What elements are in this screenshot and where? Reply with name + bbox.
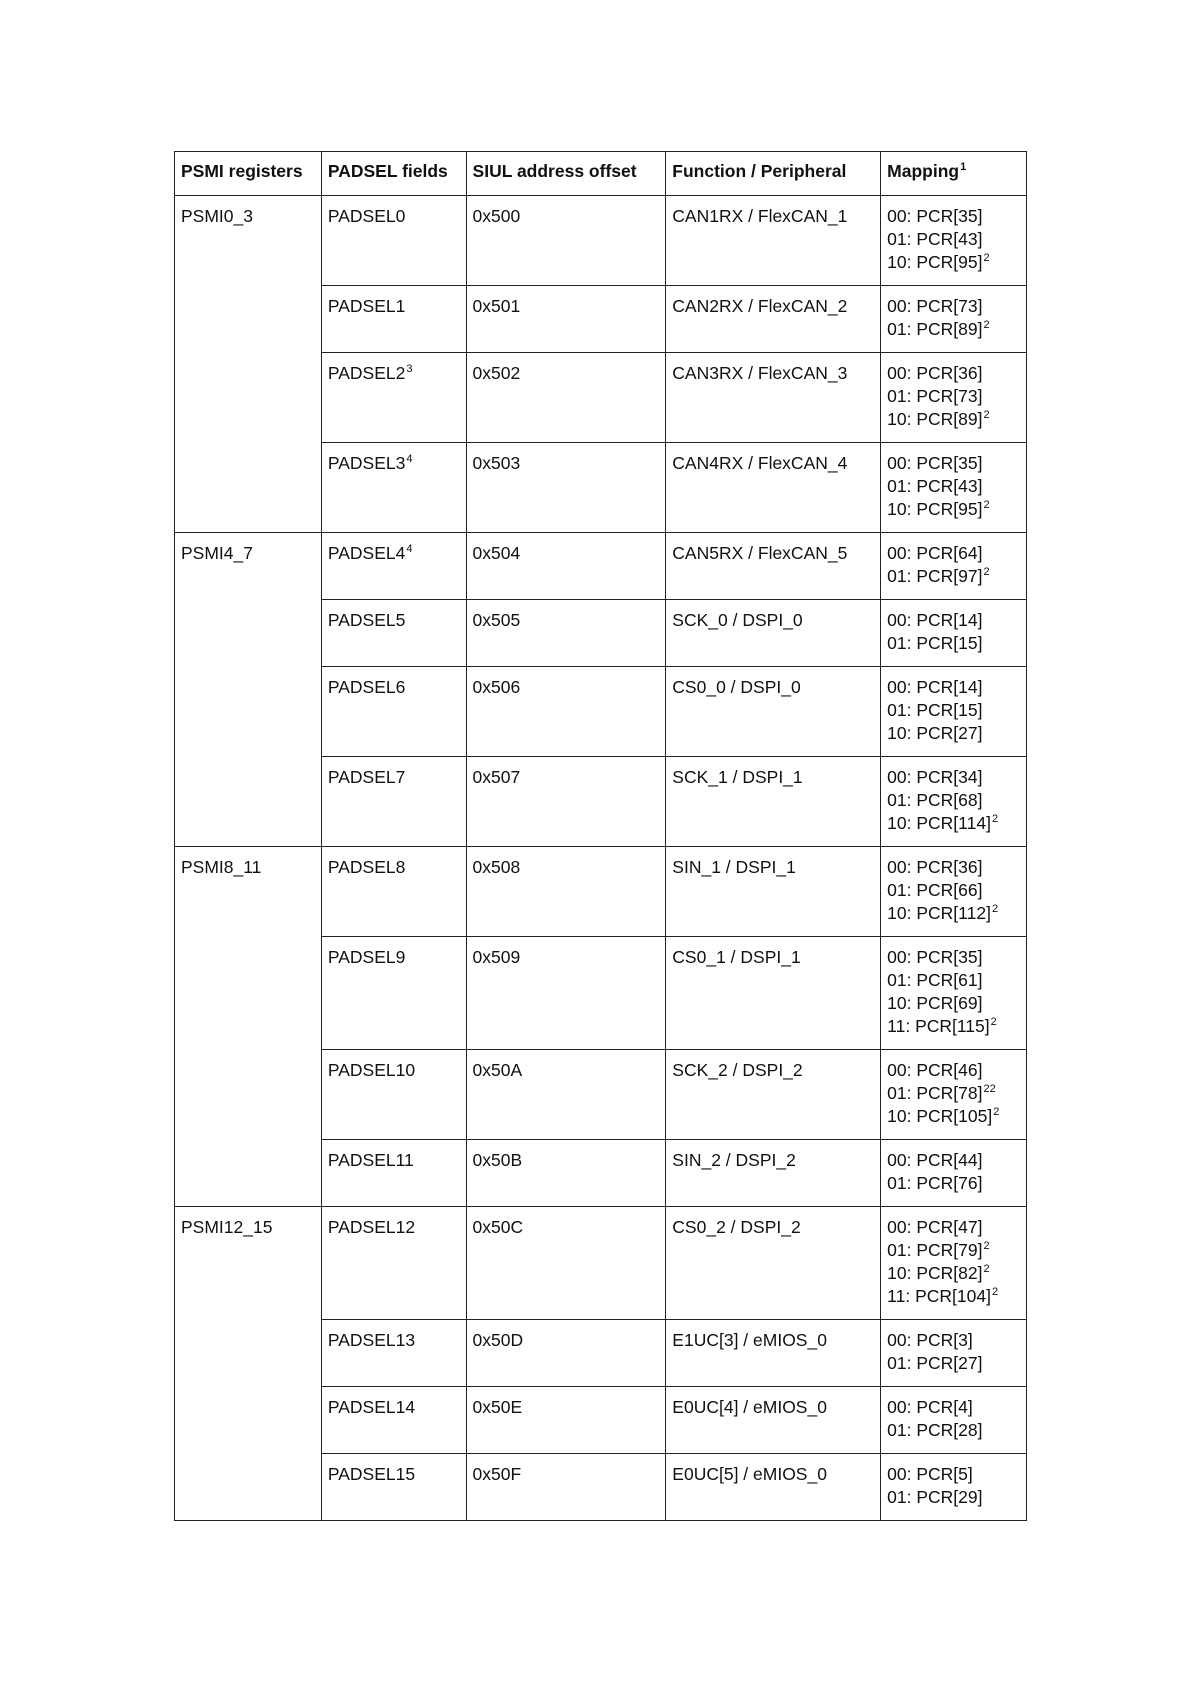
padsel-field-cell [321,533,466,600]
mapping-cell [881,847,1027,937]
padsel-field-name: PADSEL0 [327,206,406,226]
mapping-text: 00: PCR[5] [887,1464,973,1484]
mapping-line [887,318,1020,341]
mapping-text: 01: PCR[29] [887,1487,983,1507]
mapping-text: 01: PCR[27] [887,1353,983,1373]
mapping-line [887,1082,1020,1105]
mapping-cell [881,937,1027,1050]
mapping-text: 01: PCR[68] [887,790,983,810]
function-peripheral-cell: CAN3RX / FlexCAN_3 [666,353,881,443]
header-function-peripheral: Function / Peripheral [666,152,881,196]
table-header [175,152,1027,196]
siul-offset-cell: 0x503 [466,443,666,533]
mapping-line [887,879,1020,902]
mapping-line [887,295,1020,318]
siul-offset-cell: 0x50D [466,1320,666,1387]
mapping-footnote: 2 [991,1286,999,1298]
siul-offset-cell: 0x500 [466,196,666,286]
mapping-line [887,205,1020,228]
mapping-cell [881,600,1027,667]
header-mapping-footnote: 1 [960,161,967,173]
mapping-line [887,542,1020,565]
mapping-line [887,1216,1020,1239]
padsel-field-name: PADSEL9 [327,947,406,967]
mapping-line [887,1352,1020,1375]
mapping-cell [881,667,1027,757]
psmi-register-cell: PSMI0_3 [175,196,322,533]
siul-offset-cell: 0x50C [466,1207,666,1320]
mapping-text: 01: PCR[43] [887,476,983,496]
padsel-field-name: PADSEL4 [327,543,406,563]
mapping-text: 00: PCR[36] [887,363,983,383]
siul-offset-cell: 0x50F [466,1454,666,1521]
mapping-footnote: 2 [983,409,990,421]
siul-offset-cell: 0x50E [466,1387,666,1454]
padsel-field-footnote: 3 [406,363,413,375]
mapping-line [887,1486,1020,1509]
siul-offset-cell: 0x504 [466,533,666,600]
mapping-text: 10: PCR[82] [887,1263,983,1283]
function-peripheral-cell: SIN_2 / DSPI_2 [666,1140,881,1207]
padsel-field-cell [321,1387,466,1454]
mapping-text: 10: PCR[69] [887,993,983,1013]
mapping-line [887,992,1020,1015]
mapping-footnote: 2 [993,1106,1000,1118]
siul-offset-cell: 0x507 [466,757,666,847]
mapping-text: 01: PCR[97] [887,566,983,586]
table-body [175,196,1027,1521]
padsel-field-name: PADSEL7 [327,767,406,787]
function-peripheral-cell: CS0_0 / DSPI_0 [666,667,881,757]
siul-offset-cell: 0x506 [466,667,666,757]
padsel-field-footnote: 4 [406,543,413,555]
mapping-cell [881,757,1027,847]
mapping-footnote: 2 [991,813,999,825]
mapping-footnote: 2 [983,319,990,331]
padsel-field-cell [321,667,466,757]
padsel-field-cell [321,847,466,937]
padsel-field-cell [321,196,466,286]
mapping-text: 10: PCR[112] [887,903,991,923]
function-peripheral-cell: SCK_0 / DSPI_0 [666,600,881,667]
mapping-text: 10: PCR[114] [887,813,991,833]
padsel-field-cell [321,937,466,1050]
mapping-line [887,789,1020,812]
mapping-text: 01: PCR[66] [887,880,983,900]
padsel-field-name: PADSEL14 [327,1397,416,1417]
siul-offset-cell: 0x50A [466,1050,666,1140]
mapping-footnote: 2 [983,1240,990,1252]
mapping-cell [881,1320,1027,1387]
padsel-field-cell [321,1140,466,1207]
padsel-field-name: PADSEL13 [327,1330,416,1350]
psmi-register-cell: PSMI12_15 [175,1207,322,1521]
mapping-text: 00: PCR[34] [887,767,983,787]
mapping-text: 01: PCR[73] [887,386,983,406]
mapping-line [887,228,1020,251]
mapping-line [887,475,1020,498]
mapping-line [887,385,1020,408]
padsel-field-name: PADSEL1 [327,296,406,316]
header-siul-address-offset: SIUL address offset [466,152,666,196]
siul-offset-cell: 0x502 [466,353,666,443]
mapping-text: 11: PCR[115] [887,1016,990,1036]
padsel-field-name: PADSEL10 [327,1060,416,1080]
mapping-line [887,946,1020,969]
mapping-text: 10: PCR[27] [887,723,983,743]
mapping-cell [881,1207,1027,1320]
mapping-line [887,676,1020,699]
mapping-line [887,1329,1020,1352]
padsel-field-name: PADSEL11 [327,1150,414,1170]
mapping-cell [881,1050,1027,1140]
mapping-text: 10: PCR[89] [887,409,983,429]
mapping-line [887,1285,1020,1308]
padsel-field-name: PADSEL5 [327,610,406,630]
padsel-field-cell [321,443,466,533]
mapping-text: 00: PCR[35] [887,453,983,473]
mapping-line [887,812,1020,835]
mapping-line [887,1105,1020,1128]
table-row [175,1207,1027,1320]
header-mapping [881,152,1027,196]
padsel-field-name: PADSEL8 [327,857,406,877]
mapping-text: 00: PCR[47] [887,1217,983,1237]
padsel-field-name: PADSEL3 [327,453,406,473]
mapping-text: 01: PCR[15] [887,700,983,720]
mapping-line [887,498,1020,521]
mapping-line [887,1396,1020,1419]
padsel-field-cell [321,286,466,353]
mapping-text: 00: PCR[35] [887,947,983,967]
mapping-text: 00: PCR[46] [887,1060,983,1080]
mapping-text: 00: PCR[35] [887,206,983,226]
mapping-line [887,452,1020,475]
header-psmi-registers: PSMI registers [175,152,322,196]
mapping-text: 00: PCR[14] [887,677,983,697]
mapping-line [887,408,1020,431]
mapping-line [887,1015,1020,1038]
mapping-line [887,856,1020,879]
mapping-footnote: 2 [991,903,999,915]
siul-offset-cell: 0x509 [466,937,666,1050]
mapping-text: 01: PCR[78] [887,1083,983,1103]
padsel-field-name: PADSEL15 [327,1464,416,1484]
psmi-padsel-table [174,151,1027,1521]
siul-offset-cell: 0x50B [466,1140,666,1207]
mapping-text: 00: PCR[44] [887,1150,983,1170]
psmi-register-cell: PSMI4_7 [175,533,322,847]
padsel-field-footnote: 4 [406,453,413,465]
mapping-line [887,1419,1020,1442]
mapping-footnote: 2 [983,252,990,264]
mapping-text: 01: PCR[61] [887,970,983,990]
function-peripheral-cell: E1UC[3] / eMIOS_0 [666,1320,881,1387]
mapping-cell [881,353,1027,443]
padsel-field-cell [321,1454,466,1521]
mapping-text: 00: PCR[14] [887,610,983,630]
mapping-line [887,1172,1020,1195]
mapping-text: 01: PCR[79] [887,1240,983,1260]
mapping-footnote: 2 [990,1016,997,1028]
mapping-line [887,1149,1020,1172]
function-peripheral-cell: E0UC[4] / eMIOS_0 [666,1387,881,1454]
table-row [175,847,1027,937]
mapping-line [887,609,1020,632]
padsel-field-cell [321,353,466,443]
mapping-cell [881,533,1027,600]
mapping-line [887,722,1020,745]
psmi-register-cell: PSMI8_11 [175,847,322,1207]
padsel-field-name: PADSEL2 [327,363,406,383]
function-peripheral-cell: SIN_1 / DSPI_1 [666,847,881,937]
mapping-text: 11: PCR[104] [887,1286,991,1306]
padsel-field-cell [321,1320,466,1387]
mapping-text: 01: PCR[89] [887,319,983,339]
mapping-text: 00: PCR[36] [887,857,983,877]
mapping-text: 10: PCR[95] [887,499,983,519]
mapping-text: 01: PCR[28] [887,1420,983,1440]
mapping-text: 01: PCR[15] [887,633,983,653]
mapping-cell [881,1454,1027,1521]
function-peripheral-cell: CAN5RX / FlexCAN_5 [666,533,881,600]
mapping-text: 00: PCR[73] [887,296,983,316]
mapping-footnote: 2 [983,566,990,578]
function-peripheral-cell: CS0_1 / DSPI_1 [666,937,881,1050]
siul-offset-cell: 0x508 [466,847,666,937]
mapping-line [887,766,1020,789]
mapping-footnote: 22 [983,1083,996,1095]
function-peripheral-cell: CAN2RX / FlexCAN_2 [666,286,881,353]
siul-offset-cell: 0x501 [466,286,666,353]
function-peripheral-cell: CAN1RX / FlexCAN_1 [666,196,881,286]
mapping-text: 00: PCR[4] [887,1397,973,1417]
padsel-field-cell [321,1050,466,1140]
mapping-line [887,902,1020,925]
mapping-line [887,632,1020,655]
mapping-cell [881,443,1027,533]
padsel-field-cell [321,1207,466,1320]
mapping-line [887,1239,1020,1262]
function-peripheral-cell: CAN4RX / FlexCAN_4 [666,443,881,533]
mapping-cell [881,1387,1027,1454]
function-peripheral-cell: E0UC[5] / eMIOS_0 [666,1454,881,1521]
mapping-line [887,251,1020,274]
mapping-footnote: 2 [983,499,990,511]
header-row [175,152,1027,196]
mapping-line [887,1262,1020,1285]
padsel-field-name: PADSEL12 [327,1217,416,1237]
mapping-text: 10: PCR[105] [887,1106,993,1126]
mapping-text: 01: PCR[43] [887,229,983,249]
mapping-text: 00: PCR[64] [887,543,983,563]
padsel-field-cell [321,757,466,847]
padsel-field-cell [321,600,466,667]
mapping-line [887,565,1020,588]
mapping-cell [881,196,1027,286]
mapping-cell [881,286,1027,353]
mapping-line [887,969,1020,992]
function-peripheral-cell: SCK_1 / DSPI_1 [666,757,881,847]
mapping-cell [881,1140,1027,1207]
header-mapping-label: Mapping [887,161,960,181]
table-row [175,533,1027,600]
mapping-text: 01: PCR[76] [887,1173,983,1193]
siul-offset-cell: 0x505 [466,600,666,667]
header-padsel-fields: PADSEL fields [321,152,466,196]
function-peripheral-cell: SCK_2 / DSPI_2 [666,1050,881,1140]
mapping-text: 10: PCR[95] [887,252,983,272]
mapping-line [887,699,1020,722]
mapping-text: 00: PCR[3] [887,1330,973,1350]
function-peripheral-cell: CS0_2 / DSPI_2 [666,1207,881,1320]
table-row [175,196,1027,286]
padsel-field-name: PADSEL6 [327,677,406,697]
mapping-footnote: 2 [983,1263,990,1275]
mapping-line [887,1463,1020,1486]
mapping-line [887,362,1020,385]
mapping-line [887,1059,1020,1082]
